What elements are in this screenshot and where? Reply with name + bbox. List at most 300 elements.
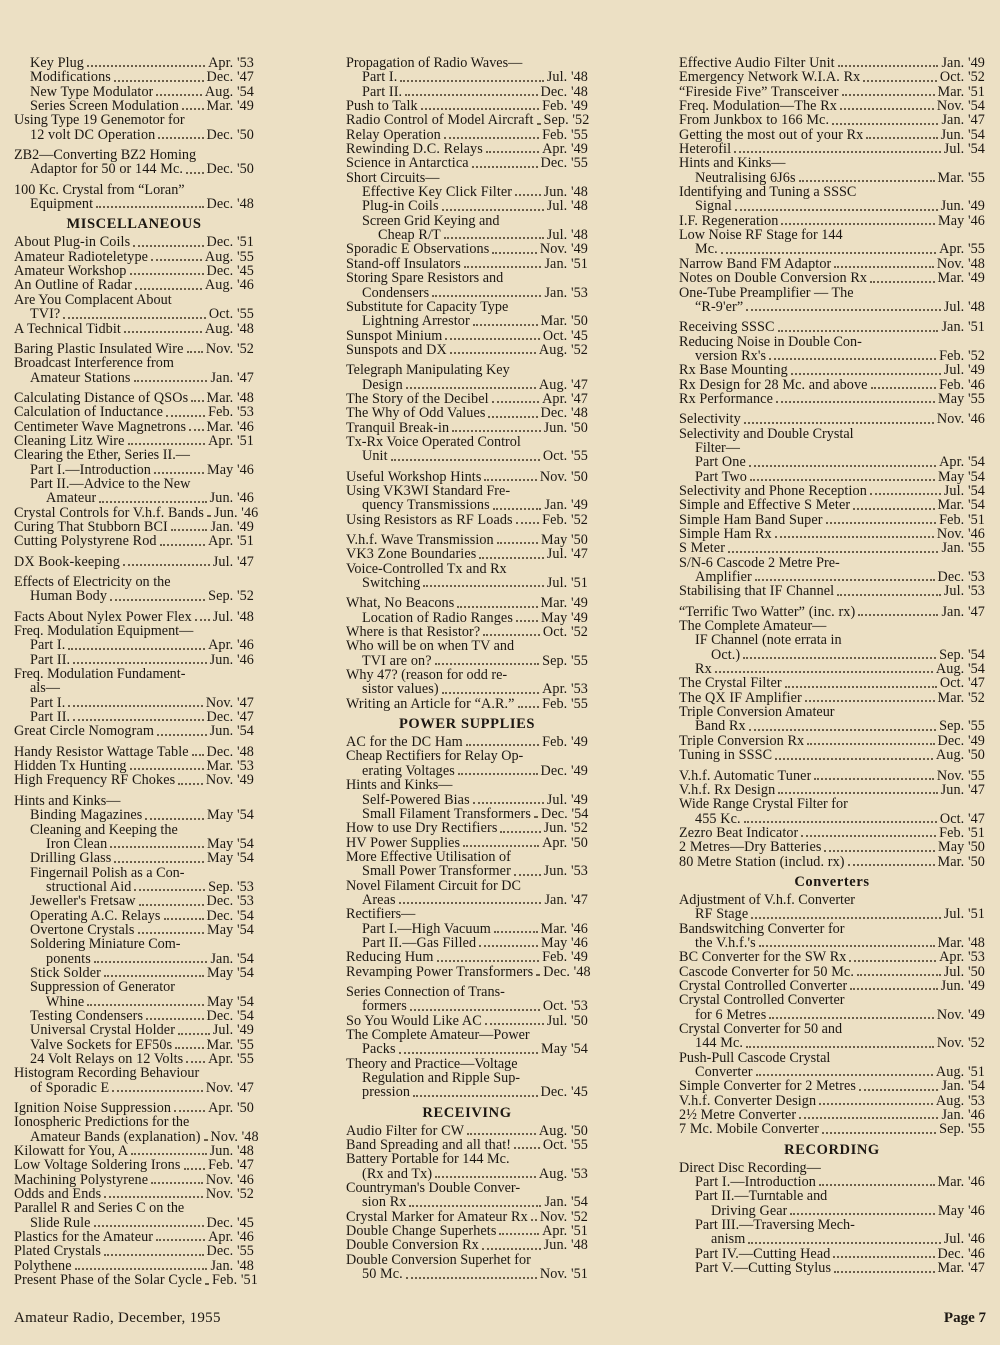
entry-title: Mc. — [695, 242, 718, 257]
entry-issue-date: Oct. '52 — [542, 624, 588, 641]
index-entry-heading — [14, 823, 254, 837]
dot-leader — [756, 1074, 933, 1076]
index-entry-heading — [679, 993, 985, 1007]
entry-title: Crystal Controlled Converter — [679, 978, 848, 994]
entry-title: formers — [362, 999, 407, 1014]
index-entry-heading — [14, 293, 254, 307]
entry-title: Neutralising 6J6s — [695, 170, 796, 186]
index-entry — [14, 710, 254, 724]
index-entry — [679, 1036, 985, 1050]
dot-leader — [473, 324, 538, 326]
index-entry-heading — [346, 879, 588, 893]
dot-leader — [848, 864, 935, 866]
entry-issue-date: Nov. '54 — [936, 98, 985, 115]
entry-title: Simple Ham Band Super — [679, 512, 823, 527]
entry-title: Part I. — [30, 695, 66, 711]
entry-title: anism — [711, 1232, 746, 1247]
entry-title: Testing Condensers — [30, 1008, 144, 1024]
entry-issue-date: Jan. '46 — [941, 1107, 985, 1124]
entry-title: Relay Operation — [346, 127, 441, 143]
dot-leader — [755, 579, 935, 581]
entry-title: Notes on Double Conversion Rx — [679, 271, 868, 286]
dot-leader — [445, 338, 539, 340]
index-entry-heading — [679, 1051, 985, 1065]
dot-leader — [112, 1090, 203, 1092]
index-entry — [346, 864, 588, 878]
entry-issue-date: Apr. '53 — [939, 949, 985, 966]
entry-title: Countryman's Double Conver- — [346, 1180, 521, 1197]
index-entry — [679, 412, 985, 426]
index-entry-heading — [14, 794, 254, 808]
entry-title: Battery Portable for 144 Mc. — [346, 1151, 510, 1168]
dot-leader — [479, 945, 538, 947]
index-entry — [14, 70, 254, 84]
index-column-1 — [14, 55, 259, 1289]
entry-title: Oct.) — [711, 647, 741, 663]
entry-issue-date: Nov. '49 — [539, 241, 588, 258]
dot-leader — [834, 1271, 934, 1273]
entry-title: Part I.—High Vacuum — [362, 921, 491, 936]
index-entry — [346, 1267, 588, 1281]
index-entry-heading — [679, 228, 985, 242]
entry-title: quency Transmissions — [362, 498, 490, 513]
entry-title: Hints and Kinks— — [14, 792, 121, 809]
dot-leader — [186, 172, 204, 174]
dot-leader — [134, 380, 208, 382]
entry-title: DX Book-keeping — [14, 554, 120, 569]
index-entry — [14, 909, 254, 923]
entry-issue-date: Jul. '49 — [212, 1022, 254, 1039]
index-entry — [14, 1158, 254, 1172]
dot-leader — [746, 1046, 934, 1048]
dot-leader — [99, 501, 206, 503]
dot-leader — [858, 614, 938, 616]
entry-title: Ignition Noise Suppression — [14, 1101, 172, 1116]
index-entry — [14, 1259, 254, 1273]
dot-leader — [130, 273, 204, 275]
entry-title: Part II.—Turntable and — [695, 1188, 828, 1205]
entry-title: Location of Radio Ranges — [362, 610, 513, 626]
entry-title: Simple and Effective S Meter — [679, 498, 851, 513]
index-entry-heading — [14, 183, 254, 197]
index-entry — [346, 1238, 588, 1252]
dot-leader — [531, 1219, 537, 1221]
index-entry-heading — [346, 271, 588, 285]
dot-leader — [735, 209, 938, 211]
entry-title: Amateur Workshop — [14, 264, 127, 279]
entry-issue-date: Dec. '48 — [543, 963, 591, 980]
index-entry — [346, 1085, 588, 1099]
entry-issue-date: Jan. '49 — [544, 497, 588, 514]
entry-issue-date: Jun. '49 — [940, 977, 985, 994]
index-entry — [14, 638, 254, 652]
dot-leader — [178, 783, 203, 785]
entry-issue-date: Apr. '51 — [542, 1223, 588, 1240]
entry-issue-date: Jul. '53 — [943, 583, 985, 600]
dot-leader — [850, 988, 937, 990]
entry-title: the V.h.f.'s — [695, 935, 756, 951]
entry-issue-date: Jul. '48 — [546, 198, 588, 215]
entry-title: Voice-Controlled Tx and Rx — [346, 560, 507, 577]
entry-issue-date: Feb. '51 — [939, 824, 985, 841]
index-entry-heading — [346, 1253, 588, 1267]
entry-title: Substitute for Capacity Type — [346, 298, 509, 315]
dot-leader — [715, 671, 933, 673]
index-entry-heading — [679, 633, 985, 647]
entry-title: Small Power Transformer — [362, 864, 511, 879]
dot-leader — [423, 585, 543, 587]
entry-issue-date: Sep. '55 — [939, 718, 985, 735]
entry-title: Using Resistors as RF Loads — [346, 512, 513, 527]
entry-title: Regulation and Ripple Sup- — [362, 1070, 521, 1087]
dot-leader — [189, 429, 203, 431]
dot-leader — [840, 108, 934, 110]
entry-issue-date: May '54 — [207, 835, 254, 852]
entry-title: Triple Conversion Amateur — [679, 704, 835, 721]
entry-title: Crystal Converter for 50 and — [679, 1021, 843, 1037]
entry-title: Hidden Tx Hunting — [14, 759, 127, 774]
entry-title: Sunspot Minium — [346, 328, 443, 343]
dot-leader — [744, 422, 934, 424]
dot-leader — [184, 1168, 206, 1170]
index-entry-heading — [14, 477, 254, 491]
dot-leader — [799, 180, 935, 182]
index-entry — [679, 748, 985, 762]
entry-issue-date: Sep. '55 — [542, 652, 588, 669]
entry-title: Propagation of Radio Waves— — [346, 55, 523, 71]
entry-issue-date: Jul. '48 — [546, 69, 588, 86]
dot-leader — [464, 266, 542, 268]
dot-leader — [870, 281, 934, 283]
dot-leader — [750, 479, 935, 481]
dot-leader — [472, 166, 538, 168]
footer-page-number: Page 7 — [943, 1310, 986, 1326]
entry-title: Screen Grid Keying and — [362, 212, 500, 229]
index-entry — [679, 1079, 985, 1093]
index-entry — [679, 648, 985, 662]
dot-leader — [195, 619, 210, 621]
entry-issue-date: Feb. '49 — [542, 734, 588, 751]
entry-title: Triple Conversion Rx — [679, 733, 805, 749]
index-entry — [679, 1122, 985, 1136]
dot-leader — [174, 1110, 205, 1112]
entry-issue-date: Dec. '51 — [206, 234, 254, 251]
index-entry-heading — [14, 937, 254, 951]
index-entry-heading — [14, 866, 254, 880]
index-entry — [14, 264, 254, 278]
entry-issue-date: Sep. '53 — [208, 878, 254, 895]
index-entry-heading — [679, 619, 985, 633]
index-entry — [679, 840, 985, 854]
entry-title: One-Tube Preamplifier — The — [679, 284, 854, 301]
entry-title: BC Converter for the SW Rx — [679, 950, 847, 965]
dot-leader — [778, 330, 939, 332]
index-entry — [679, 570, 985, 584]
entry-title: Part One — [695, 455, 746, 470]
dot-leader — [842, 94, 935, 96]
index-entry — [14, 808, 254, 822]
index-entry — [346, 576, 588, 590]
entry-title: for 6 Metres — [695, 1007, 767, 1022]
dot-leader — [94, 961, 208, 963]
entry-title: Plug-in Coils — [362, 199, 439, 214]
entry-issue-date: Dec. '53 — [937, 569, 985, 586]
index-entry — [14, 463, 254, 477]
index-entry — [679, 812, 985, 826]
entry-issue-date: Feb. '52 — [542, 511, 588, 528]
entry-issue-date: Nov. '47 — [205, 694, 254, 711]
entry-issue-date: Aug. '50 — [935, 747, 985, 764]
dot-leader — [805, 700, 935, 702]
entry-title: Odds and Ends — [14, 1187, 102, 1202]
dot-leader — [110, 599, 205, 601]
index-entry — [14, 966, 254, 980]
dot-leader — [721, 252, 936, 254]
index-entry-heading — [346, 300, 588, 314]
index-entry — [679, 455, 985, 469]
entry-title: “Terrific Two Watter” (inc. rx) — [679, 604, 856, 620]
dot-leader — [749, 729, 936, 731]
entry-title: Small Filament Transformers — [362, 806, 532, 822]
index-entry — [346, 821, 588, 835]
index-entry — [679, 783, 985, 797]
index-entry — [346, 1042, 588, 1056]
dot-leader — [467, 1133, 536, 1135]
entry-issue-date: Apr. '50 — [208, 1100, 254, 1117]
entry-issue-date: Dec. '54 — [206, 907, 254, 924]
entry-title: Ionospheric Predictions for the — [14, 1114, 190, 1131]
dot-leader — [473, 802, 544, 804]
entry-issue-date: Jul. '48 — [212, 608, 254, 625]
dot-leader — [87, 1004, 204, 1006]
entry-issue-date: Jun. '46 — [209, 651, 254, 668]
index-entry — [679, 605, 985, 619]
entry-title: Baring Plastic Insulated Wire — [14, 341, 184, 357]
index-entry — [346, 1014, 588, 1028]
entry-issue-date: Dec. '54 — [541, 805, 589, 822]
index-entry — [679, 1108, 985, 1122]
entry-title: Band Rx — [695, 719, 746, 734]
entry-title: Part II. — [362, 84, 403, 100]
dot-leader — [160, 544, 205, 546]
entry-title: Effects of Electricity on the — [14, 574, 171, 590]
entry-issue-date: Mar. '48 — [937, 934, 985, 951]
entry-issue-date: Feb. '51 — [212, 1272, 258, 1289]
entry-title: Writing an Article for “A.R.” — [346, 696, 515, 712]
index-entry — [14, 1038, 254, 1052]
dot-leader — [104, 1254, 204, 1256]
entry-title: Getting the most out of your Rx — [679, 127, 864, 143]
entry-title: Amateur Stations — [30, 370, 131, 385]
entry-title: V.h.f. Automatic Tuner — [679, 768, 812, 783]
entry-title: Key Plug — [30, 56, 85, 71]
index-entry-heading — [346, 850, 588, 864]
index-entry — [346, 999, 588, 1013]
entry-title: Direct Disc Recording— — [679, 1159, 821, 1176]
index-entry — [14, 1052, 254, 1066]
index-entry — [14, 1216, 254, 1230]
dot-leader — [485, 1023, 544, 1025]
index-entry-heading — [14, 575, 254, 589]
index-entry — [14, 128, 254, 142]
entry-title: S Meter — [679, 541, 726, 556]
entry-issue-date: Feb. '46 — [939, 376, 985, 393]
index-entry — [346, 343, 588, 357]
entry-title: sion Rx — [362, 1195, 407, 1210]
entry-issue-date: Jan. '51 — [941, 319, 985, 336]
entry-issue-date: Jan. '47 — [941, 112, 985, 129]
dot-leader — [158, 137, 203, 139]
dot-leader — [832, 123, 938, 125]
index-entry — [346, 228, 588, 242]
dot-leader — [444, 237, 544, 239]
index-entry — [679, 1247, 985, 1261]
entry-title: Tx-Rx Voice Operated Control — [346, 433, 521, 450]
entry-issue-date: May '49 — [541, 609, 588, 626]
dot-leader — [204, 1139, 208, 1141]
entry-issue-date: May '54 — [207, 850, 254, 867]
entry-title: Zezro Beat Indicator — [679, 825, 799, 841]
entry-issue-date: Apr. '53 — [542, 681, 588, 698]
index-entry — [346, 1138, 588, 1152]
index-entry-heading — [14, 113, 254, 127]
entry-issue-date: Mar. '54 — [937, 497, 985, 514]
dot-leader — [138, 932, 204, 934]
dot-leader — [175, 1047, 203, 1049]
entry-title: IF Channel (note errata in — [695, 632, 842, 649]
entry-issue-date: Jun. '54 — [940, 126, 985, 143]
index-entry-heading — [679, 335, 985, 349]
entry-issue-date: Oct. '47 — [939, 810, 985, 827]
index-entry — [14, 1144, 254, 1158]
index-entry — [14, 923, 254, 937]
index-entry — [14, 1128, 259, 1145]
entry-title: Wide Range Crystal Filter for — [679, 796, 848, 813]
dot-leader — [488, 416, 537, 418]
entry-title: version Rx's — [695, 348, 767, 364]
entry-issue-date: Jun. '49 — [940, 198, 985, 215]
dot-leader — [518, 706, 539, 708]
dot-leader — [769, 358, 936, 360]
index-entry-heading — [346, 1028, 588, 1042]
dot-leader — [859, 1089, 938, 1091]
index-entry-heading — [346, 484, 588, 498]
index-entry — [346, 793, 588, 807]
index-entry — [679, 498, 985, 512]
index-entry — [346, 113, 588, 127]
entry-title: Human Body — [30, 589, 108, 604]
entry-issue-date: Dec. '50 — [206, 126, 254, 143]
entry-title: Fingernail Polish as a Con- — [30, 864, 185, 881]
dot-leader — [391, 459, 540, 461]
index-entry-heading — [679, 286, 985, 300]
entry-title: Hints and Kinks— — [679, 155, 786, 172]
entry-title: “R-9'er” — [695, 299, 744, 315]
entry-issue-date: Jan. '53 — [544, 284, 588, 301]
entry-issue-date: May '50 — [541, 532, 588, 548]
index-entry — [14, 250, 254, 264]
index-entry — [679, 257, 985, 271]
index-entry — [346, 392, 588, 406]
index-entry — [14, 837, 254, 851]
entry-title: Curing That Stubborn BCI — [14, 519, 168, 535]
entry-issue-date: Feb. '52 — [939, 347, 985, 364]
dot-leader — [516, 522, 539, 524]
dot-leader — [759, 945, 935, 947]
dot-leader — [164, 918, 204, 920]
entry-title: pression — [362, 1085, 411, 1100]
index-entry — [679, 691, 985, 705]
entry-title: Stabilising that IF Channel — [679, 584, 835, 599]
index-entry — [14, 952, 254, 966]
index-entry-heading — [346, 363, 588, 377]
entry-issue-date: Mar. '52 — [937, 689, 985, 706]
dot-leader — [151, 1182, 203, 1184]
entry-issue-date: Dec. '45 — [206, 1214, 254, 1231]
dot-leader — [63, 317, 206, 319]
index-entry-heading — [346, 171, 588, 185]
entry-issue-date: Jun. '54 — [209, 723, 254, 740]
dot-leader — [406, 387, 536, 389]
dot-leader — [499, 1233, 539, 1235]
entry-title: The Complete Amateur—Power — [346, 1027, 530, 1043]
dot-leader — [435, 663, 539, 665]
entry-title: Using VK3WI Standard Fre- — [346, 482, 511, 499]
entry-title: Broadcast Interference from — [14, 355, 174, 372]
entry-issue-date: Jan. '47 — [941, 603, 985, 620]
entry-title: Science in Antarctica — [346, 156, 469, 171]
entry-issue-date: Feb. '55 — [542, 695, 588, 712]
entry-issue-date: Aug. '54 — [935, 661, 985, 678]
dot-leader — [114, 80, 204, 82]
entry-issue-date: Dec. '47 — [206, 709, 254, 726]
entry-issue-date: May '54 — [207, 807, 254, 824]
entry-title: Narrow Band FM Adaptor — [679, 256, 832, 272]
dot-leader — [493, 508, 542, 510]
index-entry-heading — [346, 778, 588, 792]
entry-title: als— — [30, 680, 60, 697]
index-entry — [14, 1187, 254, 1201]
dot-leader — [479, 557, 543, 559]
entry-issue-date: Aug. '55 — [204, 248, 254, 265]
index-entry — [679, 300, 985, 314]
entry-title: Equipment — [30, 197, 94, 212]
entry-title: 80 Metre Station (includ. rx) — [679, 854, 845, 869]
entry-title: Part II.—Gas Filled — [362, 935, 477, 951]
entry-title: HV Power Supplies — [346, 835, 461, 850]
index-entry — [14, 235, 254, 249]
dot-leader — [435, 1176, 536, 1178]
index-entry — [14, 894, 254, 908]
index-entry — [14, 1244, 254, 1258]
entry-issue-date: Dec. '54 — [206, 1007, 254, 1024]
dot-leader — [139, 904, 204, 906]
index-entry-heading — [679, 893, 985, 907]
dot-leader — [807, 743, 934, 745]
index-entry-heading — [346, 56, 588, 70]
entry-title: Great Circle Nomogram — [14, 724, 154, 739]
index-entry — [14, 342, 254, 356]
index-entry — [14, 851, 254, 865]
dot-leader — [500, 831, 540, 833]
entry-title: Hints and Kinks— — [346, 777, 453, 794]
entry-title: VK3 Zone Boundaries — [346, 547, 477, 562]
dot-leader — [743, 657, 936, 659]
entry-issue-date: Jan. '54 — [210, 950, 254, 967]
entry-title: Identifying and Tuning a SSSC — [679, 184, 857, 201]
index-entry — [14, 1272, 258, 1289]
entry-title: Crystal Controlled Converter — [679, 992, 845, 1009]
